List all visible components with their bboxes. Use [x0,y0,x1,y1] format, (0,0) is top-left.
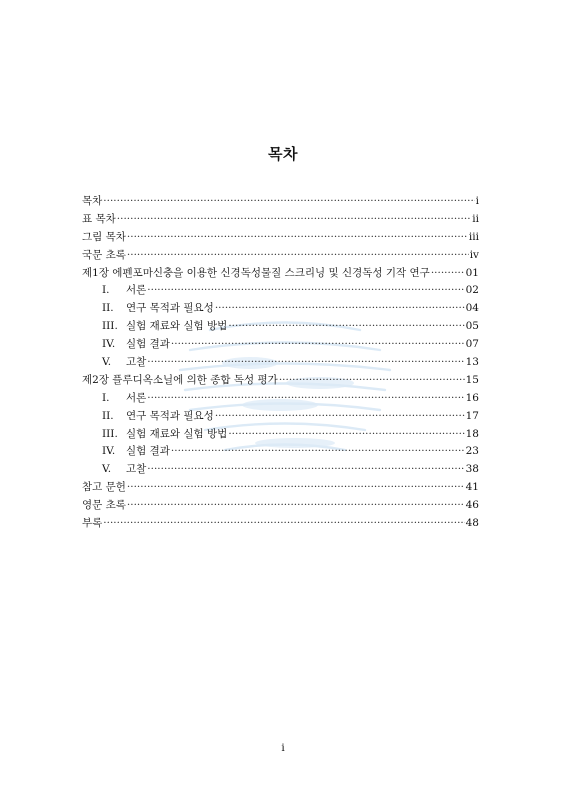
footer-page-number: i [281,742,285,754]
toc-entry-number: V. [102,356,112,369]
toc-leader-dots [431,265,465,283]
toc-leader-dots [279,372,465,390]
toc-entry-page: iii [468,230,479,243]
toc-section-entry[interactable] [82,336,479,354]
toc-leader-dots [103,515,464,533]
toc-entry-label: 연구 목적과 필요성 [126,302,214,315]
toc-entry-label: 영문 초록 [82,499,126,512]
toc-leader-dots [147,461,464,479]
toc-entry-number: III. [102,427,118,440]
toc-entry-page: 02 [465,284,479,297]
toc-section-entry[interactable] [82,318,479,336]
page-title: 목차 [268,145,298,163]
toc-entry-label: 제1장 에펜포마신충을 이용한 신경독성물질 스크리닝 및 신경독성 기작 연구 [82,266,430,279]
toc-entry-number: IV. [102,338,116,351]
toc-leader-dots [127,479,465,497]
toc-leader-dots [127,247,469,265]
toc-entry-page: 13 [465,356,479,369]
toc-entry-page: 46 [465,499,479,512]
toc-leader-dots [215,408,465,426]
toc-section-entry[interactable] [82,300,479,318]
toc-entry-number: II. [102,409,114,422]
toc-leader-dots [117,211,472,229]
toc-entry[interactable] [82,479,479,497]
toc-entry[interactable] [82,515,479,533]
toc-entry-label: 실험 결과 [126,445,170,458]
toc-leader-dots [147,282,464,300]
toc-entry-label: 제2장 플루디옥소닐에 의한 종합 독성 평가 [82,373,278,386]
toc-leader-dots [228,318,464,336]
toc-entry-page: i [475,195,479,207]
toc-leader-dots [127,229,468,247]
toc-section-entry[interactable] [82,390,479,408]
toc-entry-page: 41 [465,481,479,494]
toc-entry[interactable] [82,247,479,265]
toc-leader-dots [215,300,465,318]
toc-entry-label: 목차 [82,195,103,207]
toc-entry-page: 17 [465,409,479,422]
toc-entry-page: 01 [465,266,479,279]
toc-section-entry[interactable] [82,354,479,372]
toc-entry-page: 38 [465,463,479,476]
toc-section-entry[interactable] [82,461,479,479]
toc-leader-dots [147,390,464,408]
toc-entry-label: 연구 목적과 필요성 [126,409,214,422]
toc-entry-number: V. [102,463,112,476]
toc-entry-page: 15 [465,373,479,386]
toc-leader-dots [171,443,465,461]
toc-entry-number: III. [102,320,118,333]
toc-entry-page: 23 [465,445,479,458]
toc-leader-dots [147,354,464,372]
toc-leader-dots [171,336,465,354]
toc-entry-number: II. [102,302,114,315]
toc-entry-label: 표 목차 [82,212,116,225]
toc-entry-page: 04 [465,302,479,315]
toc-entry-number: IV. [102,445,116,458]
toc-chapter-entry[interactable] [82,372,479,390]
toc-entry-label: 국문 초록 [82,248,126,261]
toc-entry[interactable] [82,497,479,515]
toc-section-entry[interactable] [82,408,479,426]
toc-entry-label: 실험 결과 [126,338,170,351]
toc-entry-number: I. [102,391,110,404]
toc-entry-label: 고찰 [126,463,147,476]
toc-leader-dots [103,193,474,211]
toc-entry-page: 16 [465,391,479,404]
toc-entry-page: 07 [465,338,479,351]
toc-entry-page: ii [472,212,479,225]
toc-section-entry[interactable] [82,426,479,444]
toc-entry-number: I. [102,284,110,297]
toc-chapter-entry[interactable] [82,265,479,283]
toc-entry-label: 실험 재료와 실험 방법 [126,427,228,440]
toc-entry-label: 부록 [82,517,103,530]
toc-entry-page: 05 [465,320,479,333]
toc-entry[interactable] [82,211,479,229]
toc-entry[interactable] [82,193,479,211]
toc-leader-dots [127,497,465,515]
toc-entry-page: iv [469,248,479,261]
toc-entry-label: 서론 [126,284,147,297]
toc-entry-label: 그림 목차 [82,230,126,243]
toc-section-entry[interactable] [82,443,479,461]
toc-leader-dots [228,426,464,444]
toc-entry-page: 48 [465,517,479,530]
toc-entry[interactable] [82,229,479,247]
toc-entry-page: 18 [465,427,479,440]
toc-entry-label: 서론 [126,391,147,404]
table-of-contents [82,193,479,533]
toc-section-entry[interactable] [82,282,479,300]
toc-entry-label: 실험 재료와 실험 방법 [126,320,228,333]
toc-entry-label: 고찰 [126,356,147,369]
toc-entry-label: 참고 문헌 [82,481,126,494]
